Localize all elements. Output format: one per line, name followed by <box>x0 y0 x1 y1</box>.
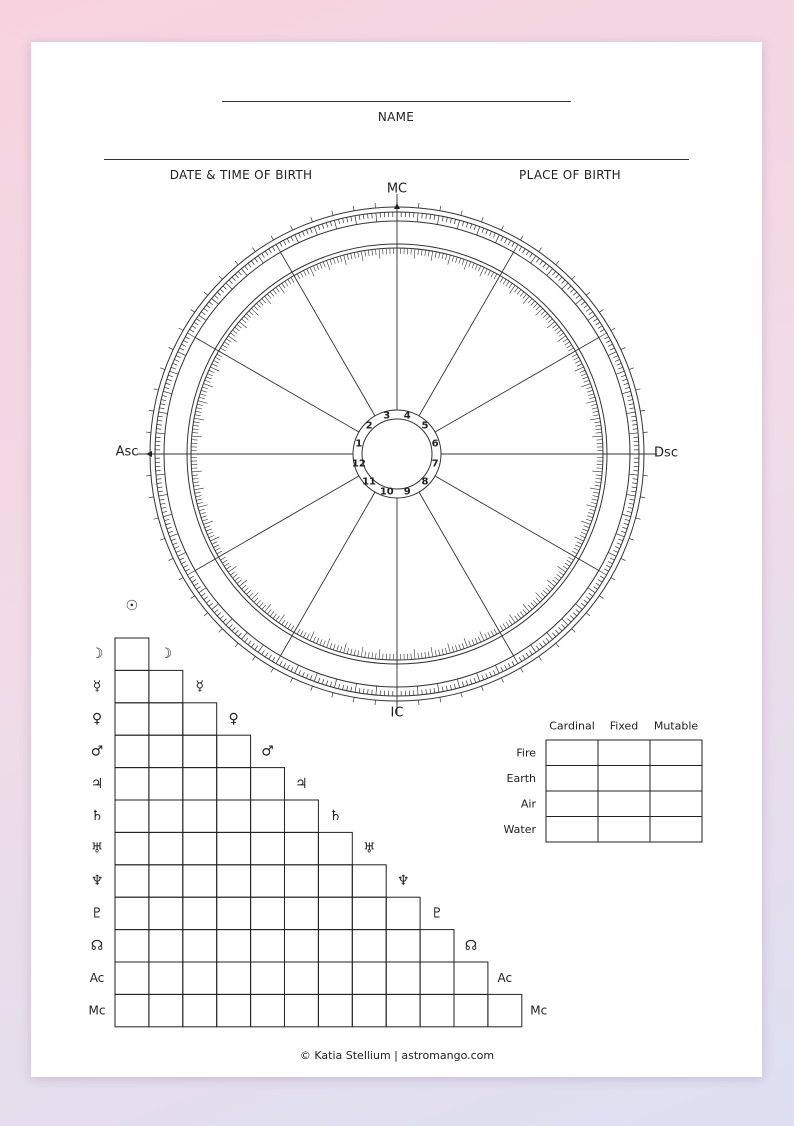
aspect-diagonal-label-2: ☿ <box>195 678 205 695</box>
aspect-cell[interactable] <box>149 930 183 962</box>
aspect-cell[interactable] <box>352 962 386 994</box>
aspect-cell[interactable] <box>251 930 285 962</box>
house-number-12: 12 <box>351 458 366 470</box>
aspect-cell[interactable] <box>318 832 352 864</box>
aspect-cell[interactable] <box>149 735 183 767</box>
aspect-diagonal-label-4: ♂ <box>261 743 274 760</box>
aspect-row-label-4: ♃ <box>90 775 104 792</box>
aspect-cell[interactable] <box>386 897 420 929</box>
house-number-6: 6 <box>431 438 439 450</box>
aspect-row-label-5: ♄ <box>90 808 104 825</box>
aspect-row-label-10: Ac <box>89 971 105 986</box>
aspect-cell[interactable] <box>454 994 488 1026</box>
aspect-row-label-0: ☽ <box>90 646 104 663</box>
aspect-cell[interactable] <box>115 638 149 670</box>
element-cell[interactable] <box>650 766 702 792</box>
aspect-cell[interactable] <box>115 962 149 994</box>
aspect-cell[interactable] <box>149 865 183 897</box>
aspect-cell[interactable] <box>183 800 217 832</box>
aspect-cell[interactable] <box>285 897 319 929</box>
modality-header-cardinal: Cardinal <box>549 719 595 733</box>
element-label-earth: Earth <box>506 771 536 785</box>
aspect-cell[interactable] <box>149 832 183 864</box>
aspect-cell[interactable] <box>149 800 183 832</box>
element-cell[interactable] <box>546 766 598 792</box>
house-number-11: 11 <box>362 476 377 488</box>
house-number-10: 10 <box>379 486 394 498</box>
aspect-diagonal-label-6: ♄ <box>329 808 342 825</box>
aspect-cell[interactable] <box>318 962 352 994</box>
aspect-cell[interactable] <box>183 865 217 897</box>
aspect-cell[interactable] <box>420 930 454 962</box>
aspect-cell[interactable] <box>352 994 386 1026</box>
house-cusp-lines <box>137 194 657 714</box>
aspect-cell[interactable] <box>285 962 319 994</box>
aspect-cell[interactable] <box>251 994 285 1026</box>
aspect-cell[interactable] <box>217 994 251 1026</box>
element-cell[interactable] <box>598 740 650 766</box>
asc-arrow-icon <box>146 451 152 457</box>
house-number-5: 5 <box>421 420 429 432</box>
place-label: PLACE OF BIRTH <box>519 168 621 182</box>
aspect-diagonal-label-1: ☽ <box>159 646 173 663</box>
aspect-cell[interactable] <box>149 897 183 929</box>
aspect-row-label-3: ♂ <box>90 743 104 760</box>
aspect-cell[interactable] <box>352 865 386 897</box>
house-number-7: 7 <box>431 458 439 470</box>
aspect-cell[interactable] <box>183 768 217 800</box>
dsc-label: Dsc <box>654 445 678 461</box>
aspect-cell[interactable] <box>115 832 149 864</box>
aspect-cell[interactable] <box>318 865 352 897</box>
aspect-cell[interactable] <box>217 735 251 767</box>
aspect-cell[interactable] <box>488 994 522 1026</box>
aspect-row-label-9: ☊ <box>90 937 104 954</box>
aspect-diagonal-label-7: ♅ <box>362 840 376 857</box>
element-cell[interactable] <box>598 817 650 843</box>
element-label-fire: Fire <box>516 746 536 760</box>
aspect-cell[interactable] <box>217 865 251 897</box>
element-cell[interactable] <box>598 791 650 817</box>
aspect-cell[interactable] <box>318 930 352 962</box>
aspect-cell[interactable] <box>217 962 251 994</box>
aspect-cell[interactable] <box>183 994 217 1026</box>
house-number-2: 2 <box>365 420 373 432</box>
aspect-cell[interactable] <box>318 994 352 1026</box>
aspect-cell[interactable] <box>149 703 183 735</box>
aspect-cell[interactable] <box>285 800 319 832</box>
aspect-cell[interactable] <box>115 703 149 735</box>
element-cell[interactable] <box>546 791 598 817</box>
aspect-cell[interactable] <box>115 800 149 832</box>
aspect-cell[interactable] <box>386 930 420 962</box>
aspect-row-label-7: ♆ <box>90 873 104 889</box>
aspect-cell[interactable] <box>149 670 183 702</box>
aspect-cell[interactable] <box>217 897 251 929</box>
aspect-diagonal-label-12: Mc <box>530 1003 548 1018</box>
aspect-cell[interactable] <box>115 994 149 1026</box>
aspect-cell[interactable] <box>285 994 319 1026</box>
aspect-cell[interactable] <box>115 930 149 962</box>
aspect-cell[interactable] <box>183 897 217 929</box>
aspect-cell[interactable] <box>217 930 251 962</box>
element-label-water: Water <box>503 822 536 836</box>
aspect-cell[interactable] <box>217 768 251 800</box>
aspect-row-label-6: ♅ <box>90 840 104 857</box>
aspect-cell[interactable] <box>183 703 217 735</box>
aspect-cell[interactable] <box>251 768 285 800</box>
aspect-cell[interactable] <box>251 800 285 832</box>
house-number-4: 4 <box>403 410 411 422</box>
aspect-diagonal-label-11: Ac <box>497 971 513 986</box>
aspect-diagonal-label-9: ♇ <box>430 905 444 922</box>
element-cell[interactable] <box>650 740 702 766</box>
footer-credit: © Katia Stellium | astromango.com <box>299 1049 495 1062</box>
aspect-cell[interactable] <box>183 832 217 864</box>
house-number-9: 9 <box>403 486 411 498</box>
aspect-cell[interactable] <box>115 670 149 702</box>
asc-label: Asc <box>115 444 139 460</box>
aspect-row-label-8: ♇ <box>90 905 104 922</box>
aspect-diagonal-label-8: ♆ <box>396 873 410 889</box>
element-label-air: Air <box>520 797 536 811</box>
aspect-cell[interactable] <box>454 962 488 994</box>
element-cell[interactable] <box>598 766 650 792</box>
element-cell[interactable] <box>650 791 702 817</box>
name-label: NAME <box>377 110 415 124</box>
aspect-cell[interactable] <box>251 962 285 994</box>
element-cell[interactable] <box>546 740 598 766</box>
mc-label: MC <box>386 181 408 197</box>
aspect-cell[interactable] <box>115 768 149 800</box>
aspect-cell[interactable] <box>183 735 217 767</box>
aspect-cell[interactable] <box>115 897 149 929</box>
aspect-row-label-1: ☿ <box>92 678 102 695</box>
aspect-cell[interactable] <box>149 994 183 1026</box>
aspect-cell[interactable] <box>251 865 285 897</box>
mc-arrow-icon <box>394 203 400 209</box>
aspect-cell[interactable] <box>183 930 217 962</box>
element-cell[interactable] <box>650 817 702 843</box>
aspect-cell[interactable] <box>420 994 454 1026</box>
aspect-cell[interactable] <box>115 735 149 767</box>
house-number-1: 1 <box>355 438 363 450</box>
aspect-cell[interactable] <box>115 865 149 897</box>
aspect-cell[interactable] <box>217 832 251 864</box>
aspect-diagonal-label-10: ☊ <box>464 937 478 954</box>
aspect-cell[interactable] <box>352 930 386 962</box>
aspect-cell[interactable] <box>420 962 454 994</box>
date-time-label: DATE & TIME OF BIRTH <box>169 168 313 182</box>
modality-header-fixed: Fixed <box>609 719 639 733</box>
aspect-cell[interactable] <box>352 897 386 929</box>
element-cell[interactable] <box>546 817 598 843</box>
aspect-cell[interactable] <box>285 865 319 897</box>
aspect-cell[interactable] <box>149 962 183 994</box>
modality-header-mutable: Mutable <box>653 719 699 733</box>
ic-label: IC <box>390 705 404 721</box>
aspect-cell[interactable] <box>285 930 319 962</box>
aspect-cell[interactable] <box>251 897 285 929</box>
aspect-cell[interactable] <box>386 962 420 994</box>
aspect-diagonal-label-5: ♃ <box>295 775 308 792</box>
aspect-cell[interactable] <box>285 832 319 864</box>
house-number-8: 8 <box>421 476 429 488</box>
aspect-cell[interactable] <box>217 800 251 832</box>
aspect-cell[interactable] <box>251 832 285 864</box>
aspect-cell[interactable] <box>149 768 183 800</box>
aspect-row-label-2: ♀ <box>91 711 103 727</box>
aspect-diagonal-label-0: ☉ <box>125 597 139 614</box>
aspect-diagonal-label-3: ♀ <box>228 711 239 727</box>
aspect-row-label-11: Mc <box>88 1003 106 1018</box>
aspect-cell[interactable] <box>318 897 352 929</box>
house-number-3: 3 <box>383 410 391 422</box>
aspect-cell[interactable] <box>183 962 217 994</box>
aspect-cell[interactable] <box>386 994 420 1026</box>
